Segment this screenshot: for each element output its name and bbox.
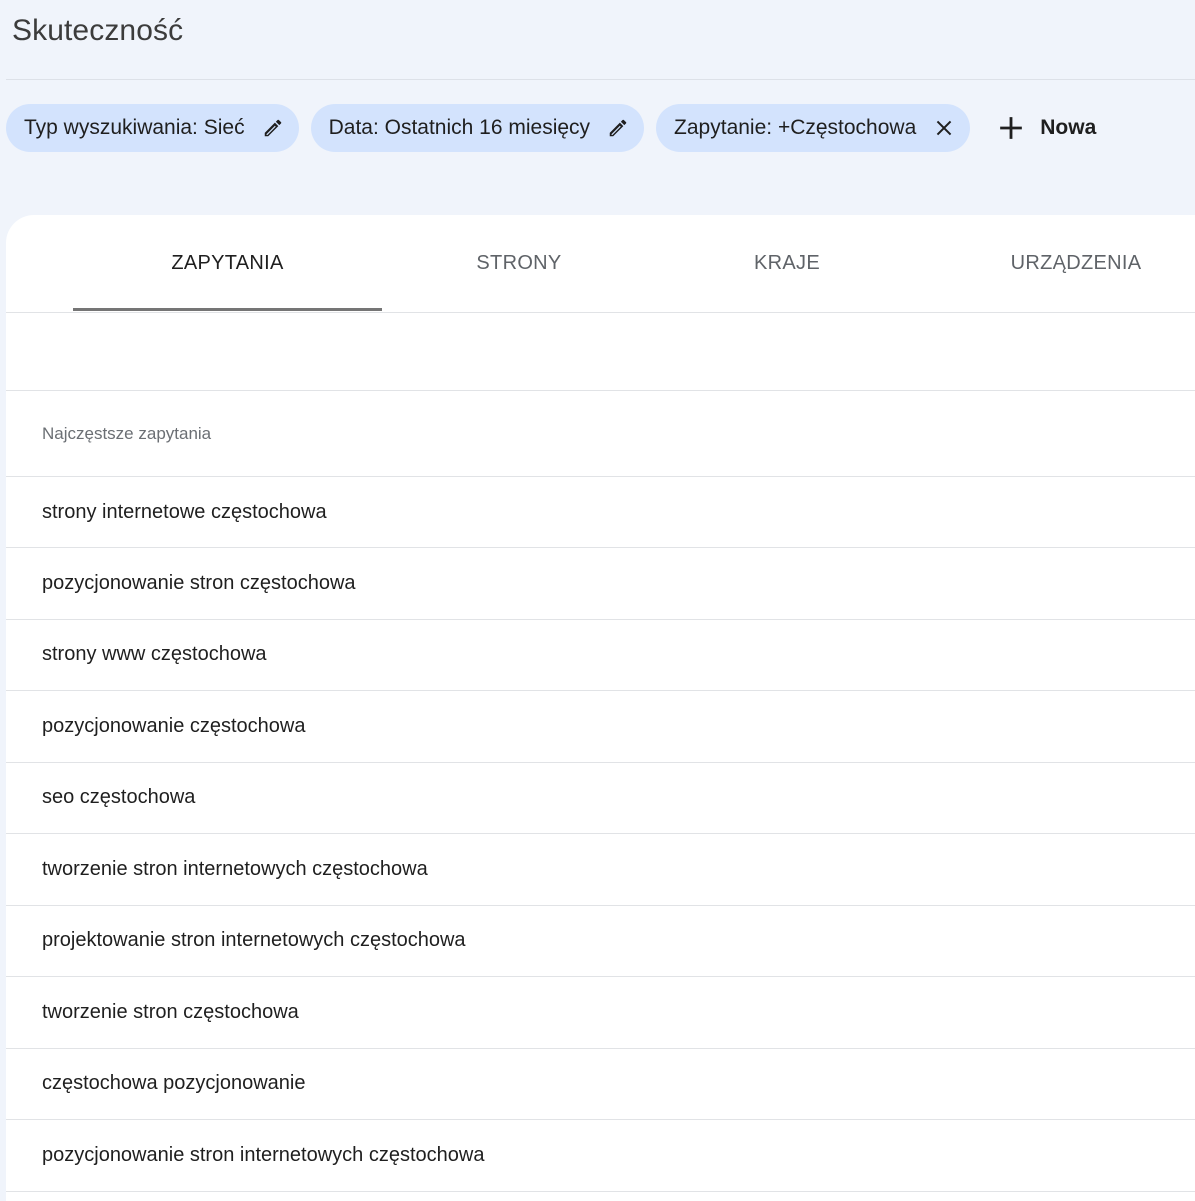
results-card (6, 215, 1195, 1201)
page-title: Skuteczność (12, 14, 184, 47)
filter-chip-label: Typ wyszukiwania: Sieć (24, 116, 245, 139)
pencil-icon[interactable] (606, 116, 630, 140)
tab-queries[interactable]: ZAPYTANIA (171, 252, 284, 274)
table-row[interactable]: pozycjonowanie stron częstochowa (6, 548, 1195, 620)
pencil-icon[interactable] (261, 116, 285, 140)
toolbar-row (6, 313, 1195, 391)
plus-icon (998, 115, 1024, 141)
table-header-top-queries[interactable]: Najczęstsze zapytania (6, 391, 1195, 477)
table-row[interactable]: seo częstochowa (6, 763, 1195, 835)
close-icon[interactable] (932, 116, 956, 140)
filter-chip-search-type[interactable] (6, 104, 299, 152)
filter-bar (6, 104, 1096, 152)
table-row[interactable]: projektowanie stron internetowych częstochowa (6, 906, 1195, 978)
tab-devices[interactable]: URZĄDZENIA (1010, 252, 1142, 274)
table-row[interactable]: pozycjonowanie stron internetowych częstochowa (6, 1120, 1195, 1192)
tab-countries[interactable]: KRAJE (754, 252, 820, 274)
table-row[interactable]: tworzenie stron częstochowa (6, 977, 1195, 1049)
active-tab-indicator (73, 308, 382, 311)
filter-chip-label: Zapytanie: +Częstochowa (674, 116, 917, 139)
table-row[interactable]: strony internetowe częstochowa (6, 477, 1195, 548)
table-row[interactable]: pozycjonowanie częstochowa (6, 691, 1195, 763)
table-row[interactable]: częstochowa pozycjonowanie (6, 1049, 1195, 1121)
dimension-tabs (6, 215, 1195, 313)
table-row[interactable]: strony www częstochowa (6, 620, 1195, 692)
new-filter-label: Nowa (1040, 116, 1097, 139)
filter-chip-date[interactable] (311, 104, 644, 152)
tab-pages[interactable]: STRONY (476, 252, 562, 274)
header-divider (6, 79, 1195, 80)
table-row[interactable]: tworzenie stron internetowych częstochowa (6, 834, 1195, 906)
filter-chip-query[interactable] (656, 104, 970, 152)
page-header (0, 0, 1195, 79)
filter-chip-label: Data: Ostatnich 16 miesięcy (328, 116, 591, 139)
new-filter-button[interactable] (998, 104, 1096, 152)
